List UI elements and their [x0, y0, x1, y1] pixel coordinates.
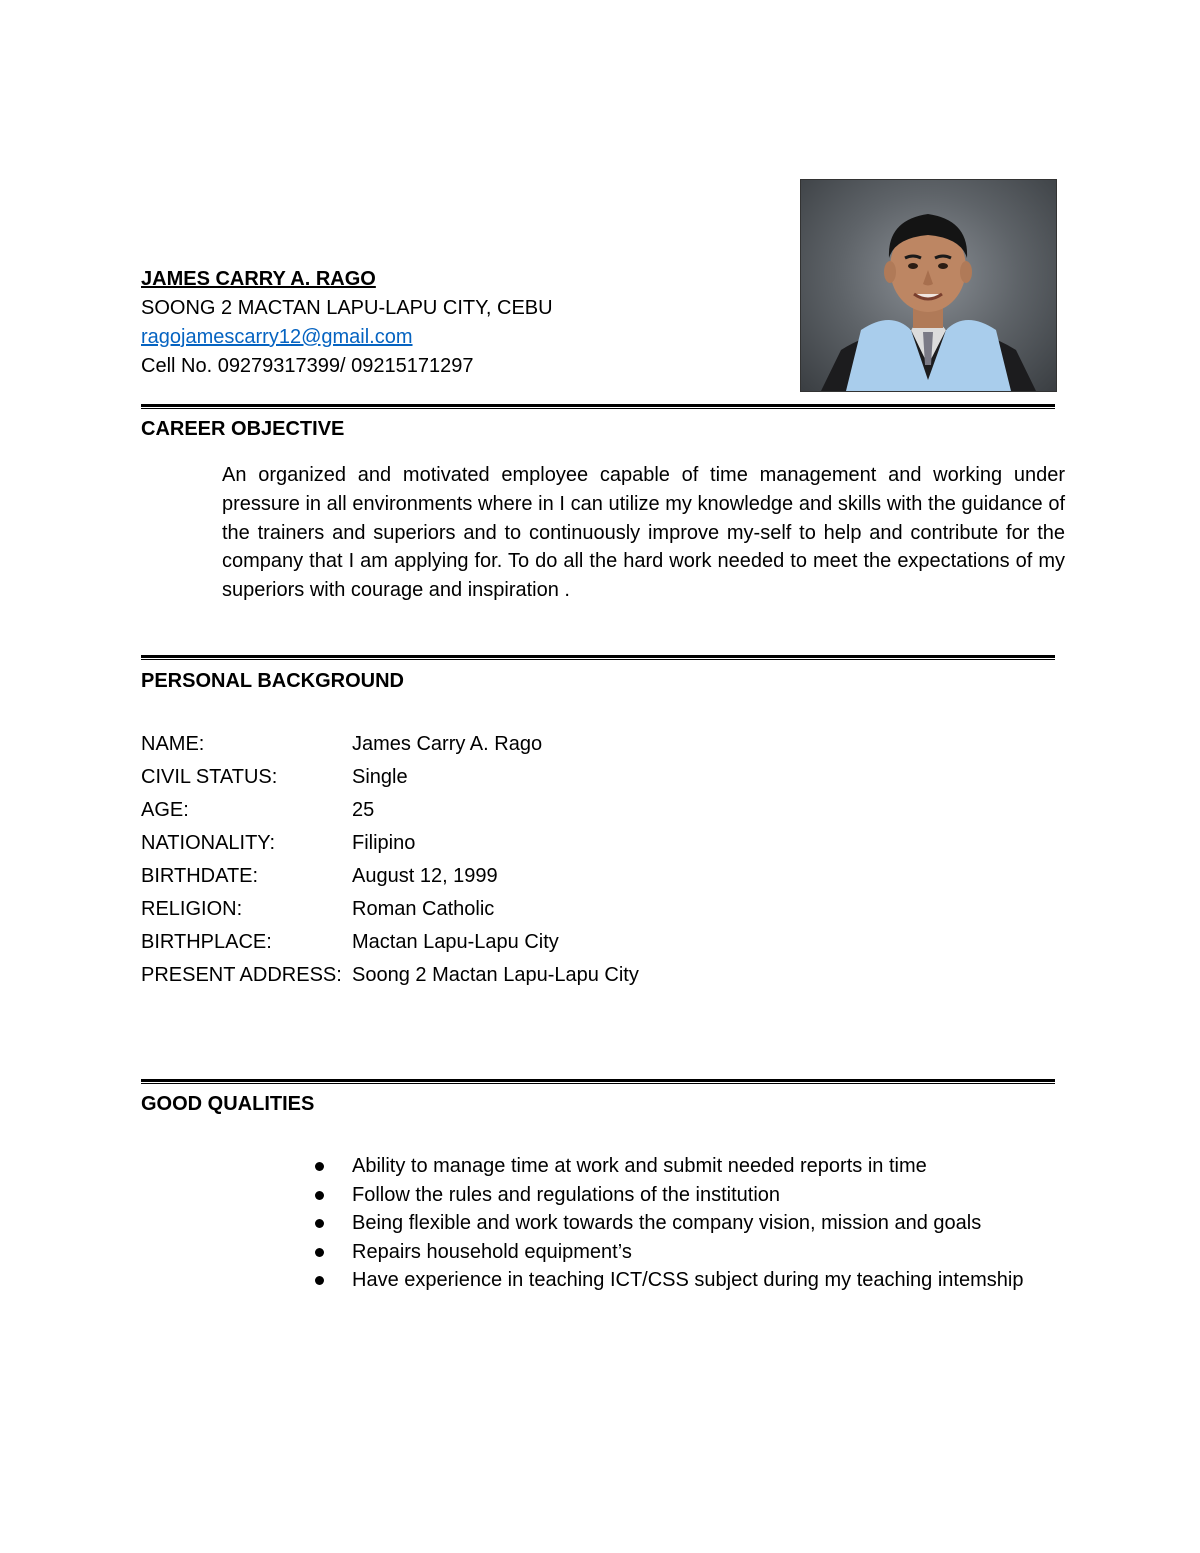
bullet-dot-icon	[310, 1152, 352, 1181]
applicant-name: JAMES CARRY A. RAGO	[141, 268, 376, 290]
table-row	[141, 827, 841, 860]
quality-text: Have experience in teaching ICT/CSS subject during my teaching intemship	[352, 1269, 1024, 1292]
career-objective-text: An organized and motivated employee capable of time management and working under pressure in all environments where in I can utilize my knowledge and skills with the guidance of the trainers and superiors and to continuously improve my-self to help and contribute for the company that I am applying for. To do all the hard work needed to meet the expectations of my superiors with courage and inspiration .	[222, 464, 1065, 602]
list-item	[310, 1266, 1040, 1295]
field-label: CIVIL STATUS:	[141, 766, 278, 788]
field-value: Filipino	[352, 832, 416, 854]
table-row	[141, 893, 841, 926]
field-label: AGE:	[141, 799, 189, 821]
quality-text: Repairs household equipment’s	[352, 1240, 632, 1263]
field-value: 25	[352, 799, 375, 821]
good-qualities-list	[310, 1152, 1040, 1295]
career-objective-heading: CAREER OBJECTIVE	[141, 418, 345, 440]
address-line: SOONG 2 MACTAN LAPU-LAPU CITY, CEBU	[141, 297, 553, 319]
field-value: Soong 2 Mactan Lapu-Lapu City	[352, 964, 639, 986]
table-row	[141, 761, 841, 794]
field-label: RELIGION:	[141, 898, 243, 920]
contact-header	[141, 264, 761, 381]
field-value: Roman Catholic	[352, 898, 495, 920]
graduation-photo	[800, 179, 1057, 392]
bullet-dot-icon	[310, 1238, 352, 1267]
list-item	[310, 1181, 1040, 1210]
quality-text: Ability to manage time at work and submit needed reports in time	[352, 1155, 927, 1177]
field-label: PRESENT ADDRESS:	[141, 964, 342, 986]
field-label: NAME:	[141, 733, 205, 755]
cell-number-line: Cell No. 09279317399/ 09215171297	[141, 355, 474, 377]
portrait-image	[801, 180, 1056, 391]
field-value: August 12, 1999	[352, 865, 498, 887]
section-divider	[141, 404, 1055, 409]
table-row	[141, 860, 841, 893]
bullet-dot-icon	[310, 1181, 352, 1210]
field-value: Single	[352, 766, 408, 788]
good-qualities-heading: GOOD QUALITIES	[141, 1093, 315, 1115]
list-item	[310, 1238, 1040, 1267]
list-item	[310, 1209, 1040, 1238]
email-line	[141, 323, 761, 352]
personal-background-heading: PERSONAL BACKGROUND	[141, 670, 404, 692]
table-row	[141, 728, 841, 761]
section-divider	[141, 1079, 1055, 1084]
quality-text: Follow the rules and regulations of the institution	[352, 1183, 781, 1206]
list-item	[310, 1152, 1040, 1181]
field-label: NATIONALITY:	[141, 832, 276, 854]
quality-text: Being flexible and work towards the company vision, mission and goals	[352, 1212, 982, 1235]
table-row	[141, 926, 841, 959]
email-link[interactable]: ragojamescarry12@gmail.com	[141, 326, 413, 348]
bullet-dot-icon	[310, 1209, 352, 1238]
personal-background-table	[141, 728, 841, 992]
table-row	[141, 959, 841, 992]
field-value: Mactan Lapu-Lapu City	[352, 931, 559, 953]
section-divider	[141, 655, 1055, 660]
bullet-dot-icon	[310, 1266, 352, 1295]
field-value: James Carry A. Rago	[352, 733, 543, 755]
field-label: BIRTHDATE:	[141, 865, 259, 887]
field-label: BIRTHPLACE:	[141, 931, 272, 953]
table-row	[141, 794, 841, 827]
